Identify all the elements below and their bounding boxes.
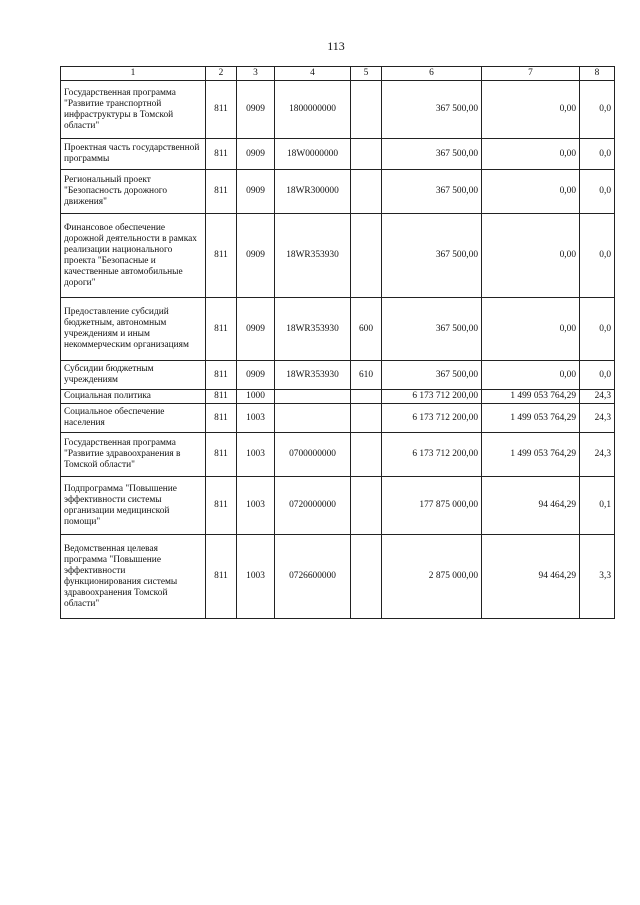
header-cell: 5 (351, 67, 382, 81)
row-percent: 24,3 (580, 390, 615, 404)
row-target-code: 0720000000 (275, 477, 351, 535)
row-ministry-code: 811 (206, 433, 237, 477)
row-expense-type: 610 (351, 361, 382, 390)
row-target-code: 1800000000 (275, 81, 351, 139)
row-expense-type (351, 170, 382, 214)
table-row (61, 535, 615, 619)
row-section-code: 1003 (237, 535, 275, 619)
row-plan-amount: 367 500,00 (382, 298, 482, 361)
row-plan-amount: 367 500,00 (382, 361, 482, 390)
row-percent: 3,3 (580, 535, 615, 619)
row-plan-amount: 367 500,00 (382, 81, 482, 139)
row-actual-amount: 0,00 (482, 81, 580, 139)
table-row (61, 170, 615, 214)
table-row (61, 81, 615, 139)
row-expense-type (351, 535, 382, 619)
row-name: Субсидии бюджетным учреждениям (61, 361, 206, 390)
row-target-code: 18WR353930 (275, 214, 351, 298)
row-ministry-code: 811 (206, 214, 237, 298)
row-actual-amount: 1 499 053 764,29 (482, 404, 580, 433)
row-ministry-code: 811 (206, 390, 237, 404)
row-actual-amount: 0,00 (482, 214, 580, 298)
table-row (61, 390, 615, 404)
row-plan-amount: 6 173 712 200,00 (382, 404, 482, 433)
row-ministry-code: 811 (206, 170, 237, 214)
row-actual-amount: 0,00 (482, 298, 580, 361)
row-ministry-code: 811 (206, 298, 237, 361)
header-cell: 4 (275, 67, 351, 81)
row-actual-amount: 1 499 053 764,29 (482, 433, 580, 477)
row-actual-amount: 94 464,29 (482, 477, 580, 535)
row-actual-amount: 0,00 (482, 361, 580, 390)
row-plan-amount: 2 875 000,00 (382, 535, 482, 619)
budget-table (60, 66, 615, 619)
row-expense-type (351, 477, 382, 535)
row-expense-type (351, 81, 382, 139)
row-expense-type (351, 433, 382, 477)
row-plan-amount: 177 875 000,00 (382, 477, 482, 535)
row-plan-amount: 367 500,00 (382, 170, 482, 214)
row-name: Государственная программа "Развитие здравоохранения в Томской области" (61, 433, 206, 477)
row-actual-amount: 0,00 (482, 170, 580, 214)
page-number: 113 (327, 39, 345, 53)
table-row (61, 139, 615, 170)
row-ministry-code: 811 (206, 361, 237, 390)
row-plan-amount: 6 173 712 200,00 (382, 390, 482, 404)
row-ministry-code: 811 (206, 535, 237, 619)
row-expense-type (351, 139, 382, 170)
table-row (61, 477, 615, 535)
row-ministry-code: 811 (206, 404, 237, 433)
row-name: Ведомственная целевая программа "Повышение эффективности функционирования системы здравоохранения Томской области" (61, 535, 206, 619)
row-name: Социальное обеспечение населения (61, 404, 206, 433)
row-section-code: 0909 (237, 81, 275, 139)
row-percent: 0,0 (580, 170, 615, 214)
row-section-code: 1003 (237, 477, 275, 535)
row-actual-amount: 94 464,29 (482, 535, 580, 619)
row-expense-type (351, 390, 382, 404)
header-cell: 6 (382, 67, 482, 81)
row-percent: 0,0 (580, 214, 615, 298)
row-expense-type: 600 (351, 298, 382, 361)
row-target-code: 18WR300000 (275, 170, 351, 214)
header-cell: 3 (237, 67, 275, 81)
row-plan-amount: 367 500,00 (382, 214, 482, 298)
row-name: Социальная политика (61, 390, 206, 404)
row-name: Финансовое обеспечение дорожной деятельности в рамках реализации национального проекта "Безопасные и качественные автомобильные дороги" (61, 214, 206, 298)
row-plan-amount: 6 173 712 200,00 (382, 433, 482, 477)
row-expense-type (351, 404, 382, 433)
row-expense-type (351, 214, 382, 298)
row-section-code: 0909 (237, 361, 275, 390)
table-row (61, 404, 615, 433)
row-section-code: 0909 (237, 298, 275, 361)
row-section-code: 1003 (237, 404, 275, 433)
row-section-code: 0909 (237, 139, 275, 170)
row-ministry-code: 811 (206, 81, 237, 139)
row-section-code: 0909 (237, 170, 275, 214)
row-name: Проектная часть государственной программы (61, 139, 206, 170)
row-target-code: 0700000000 (275, 433, 351, 477)
row-percent: 24,3 (580, 404, 615, 433)
row-target-code: 18W0000000 (275, 139, 351, 170)
table-row (61, 214, 615, 298)
row-name: Предоставление субсидий бюджетным, автономным учреждениям и иным некоммерческим организациям (61, 298, 206, 361)
row-ministry-code: 811 (206, 477, 237, 535)
row-target-code (275, 404, 351, 433)
row-target-code: 18WR353930 (275, 361, 351, 390)
header-cell: 1 (61, 67, 206, 81)
row-percent: 0,1 (580, 477, 615, 535)
row-section-code: 0909 (237, 214, 275, 298)
row-section-code: 1003 (237, 433, 275, 477)
table-header-row (61, 67, 615, 81)
row-section-code: 1000 (237, 390, 275, 404)
row-ministry-code: 811 (206, 139, 237, 170)
header-cell: 2 (206, 67, 237, 81)
row-percent: 0,0 (580, 361, 615, 390)
row-percent: 0,0 (580, 81, 615, 139)
row-actual-amount: 1 499 053 764,29 (482, 390, 580, 404)
table-row (61, 361, 615, 390)
table-row (61, 433, 615, 477)
row-target-code: 0726600000 (275, 535, 351, 619)
header-cell: 7 (482, 67, 580, 81)
row-actual-amount: 0,00 (482, 139, 580, 170)
row-name: Региональный проект "Безопасность дорожного движения" (61, 170, 206, 214)
row-plan-amount: 367 500,00 (382, 139, 482, 170)
row-target-code: 18WR353930 (275, 298, 351, 361)
row-target-code (275, 390, 351, 404)
row-name: Государственная программа "Развитие транспортной инфраструктуры в Томской области" (61, 81, 206, 139)
row-percent: 0,0 (580, 298, 615, 361)
row-name: Подпрограмма "Повышение эффективности системы организации медицинской помощи" (61, 477, 206, 535)
table-row (61, 298, 615, 361)
row-percent: 24,3 (580, 433, 615, 477)
row-percent: 0,0 (580, 139, 615, 170)
header-cell: 8 (580, 67, 615, 81)
